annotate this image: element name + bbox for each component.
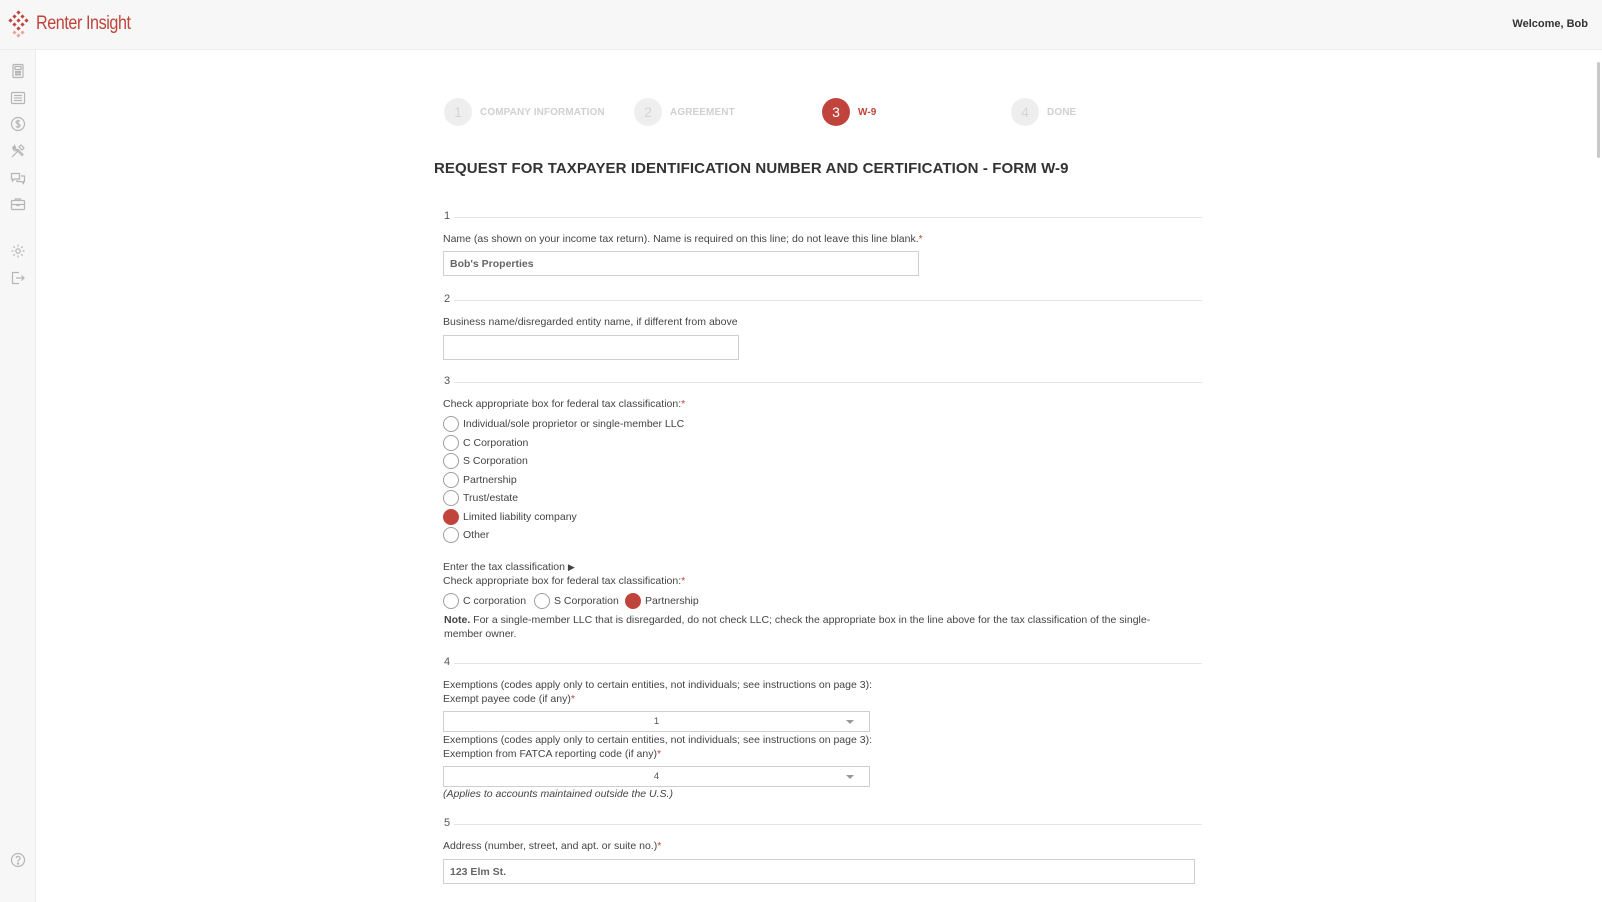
chat-icon[interactable] xyxy=(10,170,26,186)
step-label: DONE xyxy=(1047,106,1077,118)
chevron-down-icon xyxy=(846,775,854,779)
page-scrollbar[interactable] xyxy=(1597,62,1600,158)
fatca-label xyxy=(443,748,661,760)
section-divider xyxy=(454,217,1202,218)
radio-label: Limited liability company xyxy=(463,511,577,523)
briefcase-icon[interactable] xyxy=(10,196,26,212)
name-label-text: Name (as shown on your income tax return). Name is required on this line; do not leave this line blank. xyxy=(443,233,919,245)
section-2-header xyxy=(444,293,1202,307)
radio-label: S Corporation xyxy=(554,595,619,607)
section-divider xyxy=(454,663,1202,664)
radio-s-corporation[interactable] xyxy=(443,453,528,469)
address-label xyxy=(443,840,661,852)
tax-classification-label-text: Check appropriate box for federal tax classification: xyxy=(443,398,682,410)
sidebar xyxy=(0,50,36,902)
llc-heading-text: Enter the tax classification xyxy=(443,561,565,573)
page-title: REQUEST FOR TAXPAYER IDENTIFICATION NUMBER AND CERTIFICATION - FORM W-9 xyxy=(434,160,1069,177)
fatca-select[interactable] xyxy=(443,766,870,787)
radio-label: Individual/sole proprietor or single-member LLC xyxy=(463,418,685,430)
step-number: 1 xyxy=(444,98,472,126)
name-input[interactable] xyxy=(443,251,919,276)
radio-individual[interactable] xyxy=(443,416,684,432)
logout-icon[interactable] xyxy=(10,270,26,286)
help-icon[interactable] xyxy=(10,852,26,868)
required-mark: * xyxy=(657,840,662,852)
section-divider xyxy=(454,824,1202,825)
exempt-payee-label-text: Exempt payee code (if any) xyxy=(443,693,571,705)
section-number: 5 xyxy=(444,817,451,829)
address-label-text: Address (number, street, and apt. or suite no.) xyxy=(443,840,658,852)
required-mark: * xyxy=(656,748,662,760)
radio-label: Partnership xyxy=(645,595,699,607)
radio-label: S Corporation xyxy=(463,455,528,467)
required-mark: * xyxy=(918,233,923,245)
exempt-payee-value: 1 xyxy=(653,716,660,727)
note-text: For a single-member LLC that is disregarded, do not check LLC; check the appropriate box in the line above for the tax classification of the single-member owner. xyxy=(444,614,1151,640)
tax-classification-label xyxy=(443,398,685,410)
llc-classification-heading xyxy=(443,561,575,573)
section-5-header xyxy=(444,817,1202,831)
llc-classification-label xyxy=(443,575,685,587)
llc-radio-s-corporation[interactable] xyxy=(534,593,619,609)
llc-note xyxy=(444,613,1184,641)
name-input-value: Bob's Properties xyxy=(450,257,534,270)
fatca-note: (Applies to accounts maintained outside the U.S.) xyxy=(443,788,673,800)
radio-label: C corporation xyxy=(463,595,527,607)
fatca-label-text: Exemption from FATCA reporting code (if any) xyxy=(443,748,657,760)
radio-button[interactable] xyxy=(443,453,459,469)
radio-button[interactable] xyxy=(443,416,459,432)
radio-other[interactable] xyxy=(443,527,489,543)
dollar-icon[interactable] xyxy=(10,116,26,132)
brand-name: Renter Insight xyxy=(36,13,131,34)
radio-label: Trust/estate xyxy=(463,492,519,504)
exempt-payee-label xyxy=(443,693,575,705)
radio-button[interactable] xyxy=(443,435,459,451)
address-input[interactable] xyxy=(443,859,1195,884)
radio-label: Other xyxy=(463,529,490,541)
welcome-user[interactable]: Welcome, Bob xyxy=(1512,18,1588,30)
chevron-down-icon xyxy=(846,720,854,724)
radio-label: C Corporation xyxy=(463,437,529,449)
fatca-value: 4 xyxy=(653,771,660,782)
radio-label: Partnership xyxy=(463,474,517,486)
section-3-header xyxy=(444,375,1202,389)
radio-button[interactable] xyxy=(625,593,641,609)
step-number: 2 xyxy=(634,98,662,126)
step-number: 3 xyxy=(822,98,850,126)
exemptions-label-2: Exemptions (codes apply only to certain entities, not individuals; see instructions on page 3): xyxy=(443,734,872,746)
section-number: 1 xyxy=(444,210,451,222)
radio-c-corporation[interactable] xyxy=(443,435,528,451)
address-input-value: 123 Elm St. xyxy=(450,865,507,878)
business-name-input[interactable] xyxy=(443,335,739,360)
step-w9[interactable] xyxy=(822,98,876,126)
section-1-header xyxy=(444,210,1202,224)
required-mark: * xyxy=(681,575,686,587)
logo-icon xyxy=(8,10,30,38)
step-label: COMPANY INFORMATION xyxy=(480,106,605,118)
radio-button[interactable] xyxy=(443,593,459,609)
step-label: AGREEMENT xyxy=(670,106,735,118)
step-agreement[interactable] xyxy=(634,98,735,126)
exemptions-label: Exemptions (codes apply only to certain entities, not individuals; see instructions on page 3): xyxy=(443,679,872,691)
wizard-steps xyxy=(444,98,1204,128)
play-arrow-icon: ▶ xyxy=(567,562,575,572)
required-mark: * xyxy=(570,693,575,705)
step-number: 4 xyxy=(1011,98,1039,126)
step-label: W-9 xyxy=(858,106,877,118)
brand-logo[interactable] xyxy=(8,10,147,38)
w9-form xyxy=(434,160,1204,177)
llc-radio-c-corporation[interactable] xyxy=(443,593,526,609)
radio-trust-estate[interactable] xyxy=(443,490,518,506)
radio-button[interactable] xyxy=(443,490,459,506)
name-label xyxy=(443,233,923,245)
radio-button[interactable] xyxy=(443,472,459,488)
tools-icon[interactable] xyxy=(10,143,26,159)
top-bar xyxy=(0,0,1602,50)
radio-button[interactable] xyxy=(443,509,459,525)
list-icon[interactable] xyxy=(10,90,26,106)
radio-llc[interactable] xyxy=(443,509,577,525)
radio-button[interactable] xyxy=(534,593,550,609)
section-number: 3 xyxy=(444,375,451,387)
business-name-label: Business name/disregarded entity name, if different from above xyxy=(443,316,738,328)
exempt-payee-select[interactable] xyxy=(443,711,870,732)
section-number: 2 xyxy=(444,293,451,305)
note-bold: Note. xyxy=(444,614,471,626)
radio-partnership[interactable] xyxy=(443,472,517,488)
section-divider xyxy=(454,382,1202,383)
gear-icon[interactable] xyxy=(10,243,26,259)
llc-radio-partnership[interactable] xyxy=(625,593,699,609)
section-4-header xyxy=(444,656,1202,670)
section-divider xyxy=(454,300,1202,301)
required-mark: * xyxy=(681,398,686,410)
llc-label-text: Check appropriate box for federal tax classification: xyxy=(443,575,682,587)
radio-button[interactable] xyxy=(443,527,459,543)
step-done[interactable] xyxy=(1011,98,1076,126)
calculator-icon[interactable] xyxy=(10,63,26,79)
step-company-information[interactable] xyxy=(444,98,605,126)
section-number: 4 xyxy=(444,656,451,668)
